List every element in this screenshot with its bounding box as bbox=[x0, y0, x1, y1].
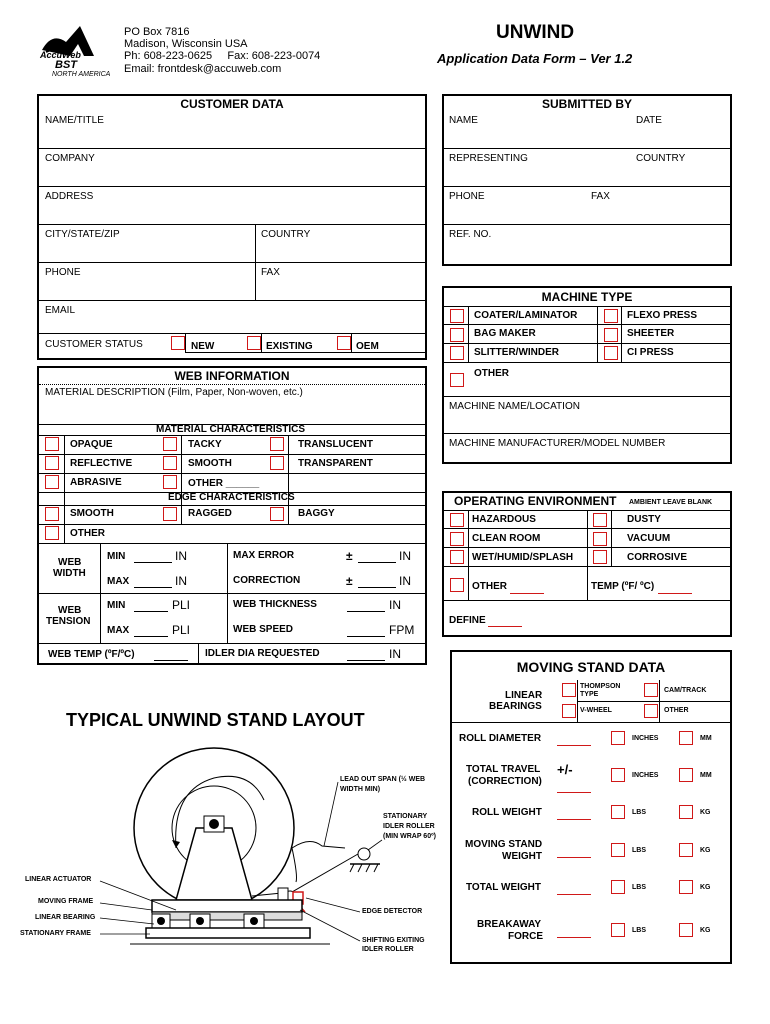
abrasive-label: ABRASIVE bbox=[70, 477, 122, 488]
idler-dia-label: IDLER DIA REQUESTED bbox=[205, 648, 320, 659]
stand-weight-lbs-checkbox[interactable] bbox=[611, 843, 625, 857]
coater-checkbox[interactable] bbox=[450, 309, 464, 323]
submitted-fax-label[interactable]: FAX bbox=[591, 191, 610, 202]
status-existing-checkbox[interactable] bbox=[247, 336, 261, 350]
web-temp-input[interactable] bbox=[154, 660, 188, 661]
roll-diameter-inches-label: INCHES bbox=[632, 735, 659, 742]
breakaway-input[interactable] bbox=[557, 937, 591, 938]
total-travel-inches-label: INCHES bbox=[632, 772, 659, 779]
customer-data-heading: CUSTOMER DATA bbox=[180, 97, 284, 111]
correction-pm: ± bbox=[346, 574, 353, 588]
total-travel-inches-checkbox[interactable] bbox=[611, 768, 625, 782]
breakaway-kg-label: KG bbox=[700, 927, 711, 934]
smooth-edge-label: SMOOTH bbox=[70, 508, 114, 519]
shifting-label-1: SHIFTING EXITING bbox=[362, 937, 425, 944]
reflective-checkbox[interactable] bbox=[45, 456, 59, 470]
smooth-material-checkbox[interactable] bbox=[163, 456, 177, 470]
breakaway-label-2: FORCE bbox=[508, 931, 543, 942]
status-existing-label: EXISTING bbox=[266, 341, 313, 352]
roll-diameter-inches-checkbox[interactable] bbox=[611, 731, 625, 745]
cam-track-label: CAM/TRACK bbox=[664, 687, 707, 694]
total-travel-mm-label: MM bbox=[700, 772, 712, 779]
slitter-label: SLITTER/WINDER bbox=[474, 347, 559, 358]
hazardous-label: HAZARDOUS bbox=[472, 514, 536, 525]
web-speed-input[interactable] bbox=[347, 636, 385, 637]
tension-min-input[interactable] bbox=[134, 611, 168, 612]
vacuum-label: VACUUM bbox=[627, 533, 671, 544]
submitted-by-heading: SUBMITTED BY bbox=[542, 97, 632, 111]
logo-accuweb: AccuWeb bbox=[40, 50, 81, 60]
status-oem-label: OEM bbox=[356, 341, 379, 352]
layout-title: TYPICAL UNWIND STAND LAYOUT bbox=[66, 710, 365, 730]
thompson-label-2: TYPE bbox=[580, 691, 599, 698]
define-label: DEFINE bbox=[449, 615, 486, 626]
correction-input[interactable] bbox=[358, 587, 396, 588]
total-weight-input[interactable] bbox=[557, 894, 591, 895]
logo-north-america: NORTH AMERICA bbox=[52, 71, 111, 78]
customer-fax-label[interactable]: FAX bbox=[261, 267, 280, 278]
abrasive-checkbox[interactable] bbox=[45, 475, 59, 489]
city-state-zip-label[interactable]: CITY/STATE/ZIP bbox=[45, 229, 120, 240]
tacky-checkbox[interactable] bbox=[163, 437, 177, 451]
web-tension-label-1: WEB bbox=[58, 605, 82, 616]
tension-max-label: MAX bbox=[107, 625, 130, 636]
flexo-label: FLEXO PRESS bbox=[627, 310, 698, 321]
clean-room-checkbox[interactable] bbox=[450, 532, 464, 546]
tension-max-input[interactable] bbox=[134, 636, 168, 637]
env-other-input[interactable] bbox=[510, 593, 544, 594]
roll-weight-input[interactable] bbox=[557, 819, 591, 820]
company-label[interactable]: COMPANY bbox=[45, 153, 95, 164]
max-error-pm: ± bbox=[346, 549, 353, 563]
machine-other-checkbox[interactable] bbox=[450, 373, 464, 387]
customer-country-label[interactable]: COUNTRY bbox=[261, 229, 311, 240]
machine-other-label: OTHER bbox=[474, 368, 509, 379]
other-material-checkbox[interactable] bbox=[163, 475, 177, 489]
stand-weight-kg-checkbox[interactable] bbox=[679, 843, 693, 857]
logo-bst: BST bbox=[55, 59, 77, 71]
address-phone: Ph: 608-223-0625 Fax: 608-223-0074 bbox=[124, 50, 321, 62]
address-line-2: Madison, Wisconsin USA bbox=[124, 38, 248, 50]
opaque-checkbox[interactable] bbox=[45, 437, 59, 451]
linear-bearings-label-1: LINEAR bbox=[505, 690, 543, 701]
stand-weight-input[interactable] bbox=[557, 857, 591, 858]
customer-data-section bbox=[37, 94, 427, 360]
total-weight-kg-checkbox[interactable] bbox=[679, 880, 693, 894]
transparent-checkbox[interactable] bbox=[270, 456, 284, 470]
dusty-label: DUSTY bbox=[627, 514, 661, 525]
bag-maker-label: BAG MAKER bbox=[474, 328, 536, 339]
linear-bearings-label-2: BEARINGS bbox=[489, 701, 542, 712]
baggy-checkbox[interactable] bbox=[270, 507, 284, 521]
total-weight-label: TOTAL WEIGHT bbox=[466, 882, 541, 893]
env-other-checkbox[interactable] bbox=[450, 578, 464, 592]
stand-weight-label-2: WEIGHT bbox=[502, 851, 542, 862]
v-wheel-label: V-WHEEL bbox=[580, 707, 612, 714]
sheeter-label: SHEETER bbox=[627, 328, 675, 339]
address-label[interactable]: ADDRESS bbox=[45, 191, 94, 202]
smooth-edge-checkbox[interactable] bbox=[45, 507, 59, 521]
sheeter-checkbox[interactable] bbox=[604, 328, 618, 342]
lead-out-label-2: WIDTH MIN) bbox=[340, 786, 381, 793]
tension-max-unit: PLI bbox=[172, 623, 191, 637]
ref-no-label[interactable]: REF. NO. bbox=[449, 229, 492, 240]
machine-manufacturer-label[interactable]: MACHINE MANUFACTURER/MODEL NUMBER bbox=[449, 438, 666, 449]
linear-other-label: OTHER bbox=[664, 707, 689, 714]
ragged-label: RAGGED bbox=[188, 508, 232, 519]
web-information-heading: WEB INFORMATION bbox=[174, 369, 290, 383]
thompson-checkbox[interactable] bbox=[562, 683, 576, 697]
reflective-label: REFLECTIVE bbox=[70, 458, 133, 469]
linear-bearing-label: LINEAR BEARING bbox=[35, 914, 96, 921]
opaque-label: OPAQUE bbox=[70, 439, 113, 450]
total-travel-label-1: TOTAL TRAVEL bbox=[466, 764, 541, 775]
web-thickness-label: WEB THICKNESS bbox=[233, 599, 317, 610]
machine-location-label[interactable]: MACHINE NAME/LOCATION bbox=[449, 401, 580, 412]
coater-label: COATER/LAMINATOR bbox=[474, 310, 578, 321]
width-min-label: MIN bbox=[107, 551, 126, 562]
breakaway-label-1: BREAKAWAY bbox=[477, 919, 542, 930]
define-input[interactable] bbox=[488, 626, 522, 627]
breakaway-lbs-checkbox[interactable] bbox=[611, 923, 625, 937]
stand-weight-label-1: MOVING STAND bbox=[465, 839, 543, 850]
web-speed-label: WEB SPEED bbox=[233, 624, 294, 635]
web-temp-label: WEB TEMP (ºF/ºC) bbox=[48, 649, 135, 660]
width-min-unit: IN bbox=[175, 549, 187, 563]
total-weight-lbs-checkbox[interactable] bbox=[611, 880, 625, 894]
edge-other-checkbox[interactable] bbox=[45, 526, 59, 540]
linear-other-checkbox[interactable] bbox=[644, 704, 658, 718]
name-title-label[interactable]: NAME/TITLE bbox=[45, 115, 104, 126]
smooth-material-label: SMOOTH bbox=[188, 458, 232, 469]
ragged-checkbox[interactable] bbox=[163, 507, 177, 521]
web-thickness-input[interactable] bbox=[347, 611, 385, 612]
web-thickness-unit: IN bbox=[389, 598, 401, 612]
bag-maker-checkbox[interactable] bbox=[450, 328, 464, 342]
roll-weight-kg-checkbox[interactable] bbox=[679, 805, 693, 819]
roll-diameter-input[interactable] bbox=[557, 745, 591, 746]
env-other-label: OTHER bbox=[472, 581, 507, 592]
edge-detector-label: EDGE DETECTOR bbox=[362, 908, 423, 915]
submitted-country-label[interactable]: COUNTRY bbox=[636, 153, 686, 164]
web-width-label-1: WEB bbox=[58, 557, 82, 568]
machine-type-heading: MACHINE TYPE bbox=[541, 290, 633, 304]
customer-status-label: CUSTOMER STATUS bbox=[45, 339, 143, 350]
status-new-checkbox[interactable] bbox=[171, 336, 185, 350]
stationary-idler-label-3: (MIN WRAP 60º) bbox=[383, 833, 436, 840]
customer-phone-label[interactable]: PHONE bbox=[45, 267, 81, 278]
representing-label[interactable]: REPRESENTING bbox=[449, 153, 528, 164]
v-wheel-checkbox[interactable] bbox=[562, 704, 576, 718]
tension-min-label: MIN bbox=[107, 600, 126, 611]
roll-diameter-mm-label: MM bbox=[700, 735, 712, 742]
wet-humid-label: WET/HUMID/SPLASH bbox=[472, 552, 574, 563]
idler-dia-input[interactable] bbox=[347, 660, 385, 661]
transparent-label: TRANSPARENT bbox=[298, 458, 373, 469]
submitted-name-label[interactable]: NAME bbox=[449, 115, 478, 126]
shifting-label-2: IDLER ROLLER bbox=[362, 946, 414, 953]
total-travel-plusminus: +/- bbox=[557, 762, 573, 777]
submitted-phone-label[interactable]: PHONE bbox=[449, 191, 485, 202]
moving-frame-label: MOVING FRAME bbox=[38, 898, 94, 905]
corrosive-label: CORROSIVE bbox=[627, 552, 688, 563]
temp-label: TEMP (ºF/ ºC) bbox=[591, 581, 655, 592]
roll-weight-lbs-label: LBS bbox=[632, 809, 646, 816]
roll-diameter-mm-checkbox[interactable] bbox=[679, 731, 693, 745]
status-new-label: NEW bbox=[191, 341, 215, 352]
breakaway-kg-checkbox[interactable] bbox=[679, 923, 693, 937]
dusty-checkbox[interactable] bbox=[593, 513, 607, 527]
width-min-input[interactable] bbox=[134, 562, 172, 563]
stationary-idler-label-2: IDLER ROLLER bbox=[383, 823, 435, 830]
operating-environment-heading: OPERATING ENVIRONMENT bbox=[454, 494, 617, 508]
moving-stand-heading: MOVING STAND DATA bbox=[516, 659, 666, 675]
tacky-label: TACKY bbox=[188, 439, 222, 450]
address-line-1: PO Box 7816 bbox=[124, 26, 190, 38]
roll-diameter-label: ROLL DIAMETER bbox=[459, 733, 542, 744]
baggy-label: BAGGY bbox=[298, 508, 335, 519]
thompson-label-1: THOMPSON bbox=[580, 683, 621, 690]
breakaway-lbs-label: LBS bbox=[632, 927, 646, 934]
stationary-idler-label-1: STATIONARY bbox=[383, 813, 428, 820]
web-width-label-2: WIDTH bbox=[53, 568, 86, 579]
ci-press-label: CI PRESS bbox=[627, 347, 674, 358]
idler-dia-unit: IN bbox=[389, 647, 401, 661]
roll-weight-kg-label: KG bbox=[700, 809, 711, 816]
total-weight-kg-label: KG bbox=[700, 884, 711, 891]
lead-out-label-1: LEAD OUT SPAN (½ WEB bbox=[340, 776, 426, 783]
form-subtitle: Application Data Form – Ver 1.2 bbox=[437, 51, 633, 66]
wet-humid-checkbox[interactable] bbox=[450, 550, 464, 564]
hazardous-checkbox[interactable] bbox=[450, 513, 464, 527]
total-travel-mm-checkbox[interactable] bbox=[679, 768, 693, 782]
total-travel-input[interactable] bbox=[557, 792, 591, 793]
tension-min-unit: PLI bbox=[172, 598, 191, 612]
vacuum-checkbox[interactable] bbox=[593, 532, 607, 546]
cam-track-checkbox[interactable] bbox=[644, 683, 658, 697]
other-material-label: OTHER ______ bbox=[188, 478, 260, 489]
ci-press-checkbox[interactable] bbox=[604, 346, 618, 360]
form-title: UNWIND bbox=[496, 22, 575, 43]
correction-label: CORRECTION bbox=[233, 575, 301, 586]
material-description-label[interactable]: MATERIAL DESCRIPTION (Film, Paper, Non-woven, etc.) bbox=[45, 387, 303, 398]
web-tension-label-2: TENSION bbox=[46, 616, 91, 627]
corrosive-checkbox[interactable] bbox=[593, 550, 607, 564]
web-speed-unit: FPM bbox=[389, 623, 415, 637]
temp-input[interactable] bbox=[658, 593, 692, 594]
translucent-label: TRANSLUCENT bbox=[298, 439, 373, 450]
stand-weight-kg-label: KG bbox=[700, 847, 711, 854]
translucent-checkbox[interactable] bbox=[270, 437, 284, 451]
email-label[interactable]: EMAIL bbox=[45, 305, 76, 316]
edge-other-label: OTHER bbox=[70, 528, 105, 539]
width-max-input[interactable] bbox=[134, 587, 172, 588]
material-characteristics-heading: MATERIAL CHARACTERISTICS bbox=[156, 424, 306, 435]
clean-room-label: CLEAN ROOM bbox=[472, 533, 541, 544]
submitted-by-section bbox=[442, 94, 732, 266]
roll-weight-lbs-checkbox[interactable] bbox=[611, 805, 625, 819]
max-error-label: MAX ERROR bbox=[233, 550, 295, 561]
roll-weight-label: ROLL WEIGHT bbox=[472, 807, 542, 818]
max-error-input[interactable] bbox=[358, 562, 396, 563]
edge-characteristics-heading: EDGE CHARACTERISTICS bbox=[168, 492, 295, 503]
max-error-unit: IN bbox=[399, 549, 411, 563]
total-weight-lbs-label: LBS bbox=[632, 884, 646, 891]
operating-environment-note: AMBIENT LEAVE BLANK bbox=[629, 499, 713, 506]
stationary-frame-label: STATIONARY FRAME bbox=[20, 930, 91, 937]
width-max-unit: IN bbox=[175, 574, 187, 588]
linear-actuator-label: LINEAR ACTUATOR bbox=[25, 876, 92, 883]
width-max-label: MAX bbox=[107, 576, 130, 587]
submitted-date-label[interactable]: DATE bbox=[636, 115, 662, 126]
correction-unit: IN bbox=[399, 574, 411, 588]
total-travel-label-2: (CORRECTION) bbox=[468, 776, 542, 787]
flexo-checkbox[interactable] bbox=[604, 309, 618, 323]
slitter-checkbox[interactable] bbox=[450, 346, 464, 360]
address-email: Email: frontdesk@accuweb.com bbox=[124, 63, 282, 75]
stand-weight-lbs-label: LBS bbox=[632, 847, 646, 854]
status-oem-checkbox[interactable] bbox=[337, 336, 351, 350]
